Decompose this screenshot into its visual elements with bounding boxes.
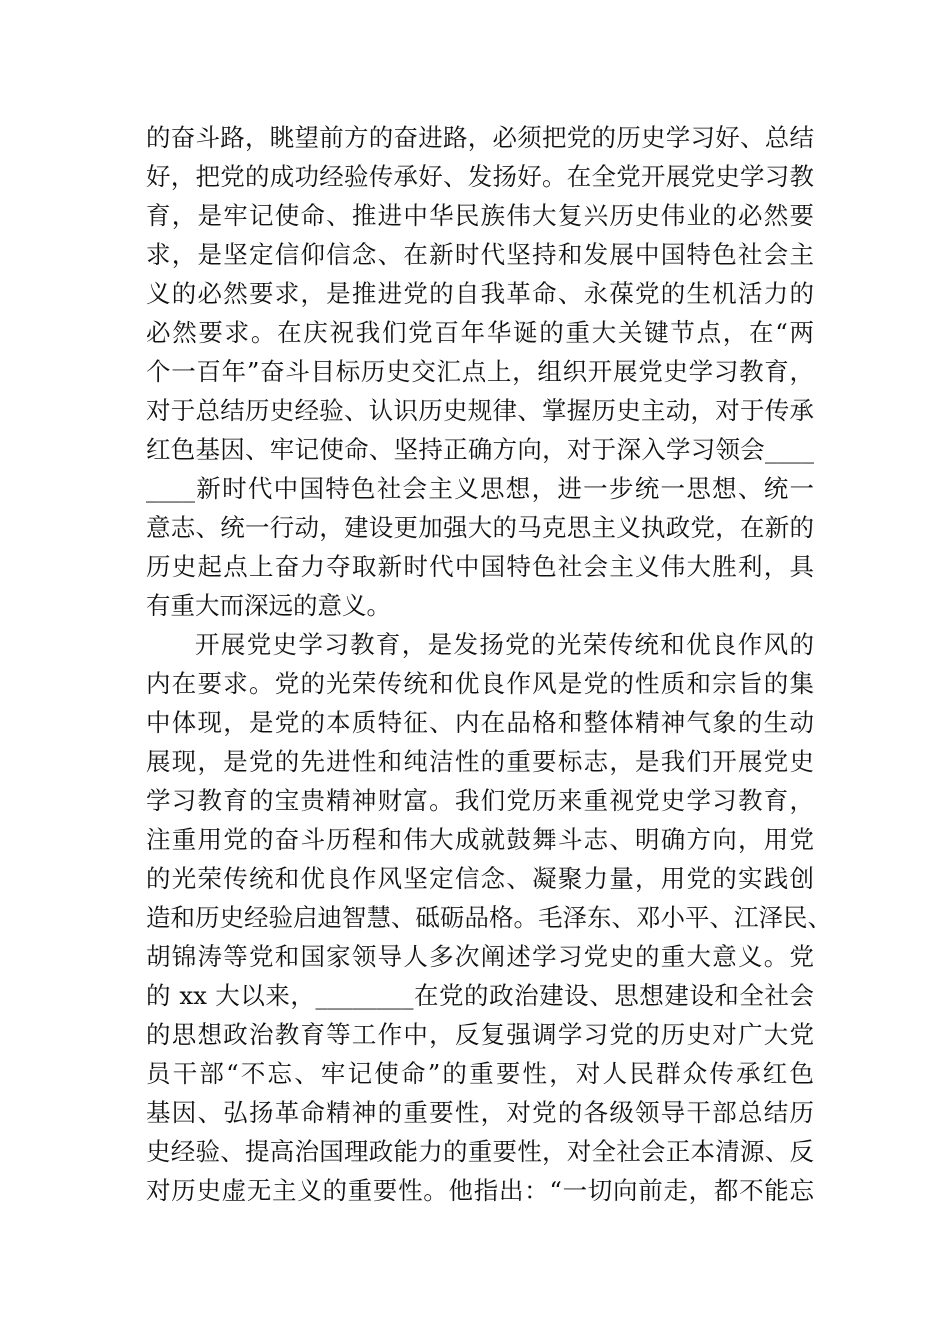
text-line: 的 xx 大以来，________在党的政治建设、思想建设和全社会 <box>146 981 814 1010</box>
text-line: 中体现，是党的本质特征、内在品格和整体精神气象的生动 <box>146 708 814 737</box>
text-line: 对历史虚无主义的重要性。他指出：“一切向前走，都不能忘 <box>146 1176 814 1205</box>
text-line: 内在要求。党的光荣传统和优良作风是党的性质和宗旨的集 <box>146 669 814 698</box>
text-line: 红色基因、牢记使命、坚持正确方向，对于深入学习领会____ <box>146 435 814 464</box>
text-line: 个一百年”奋斗目标历史交汇点上，组织开展党史学习教育， <box>146 357 814 386</box>
text-line: 好，把党的成功经验传承好、发扬好。在全党开展党史学习教 <box>146 162 814 191</box>
text-line: 对于总结历史经验、认识历史规律、掌握历史主动，对于传承 <box>146 396 814 425</box>
text-line: 必然要求。在庆祝我们党百年华诞的重大关键节点，在“两 <box>146 318 814 347</box>
text-line: 的思想政治教育等工作中，反复强调学习党的历史对广大党 <box>146 1020 814 1049</box>
text-line: 有重大而深远的意义。 <box>146 591 391 620</box>
text-line: 注重用党的奋斗历程和伟大成就鼓舞斗志、明确方向，用党 <box>146 825 814 854</box>
body-text <box>146 118 832 1210</box>
paragraph-first-line: 开展党史学习教育，是发扬党的光荣传统和优良作风的 <box>195 630 814 659</box>
text-line: 育，是牢记使命、推进中华民族伟大复兴历史伟业的必然要 <box>146 201 814 230</box>
text-line: 基因、弘扬革命精神的重要性，对党的各级领导干部总结历 <box>146 1098 814 1127</box>
text-line: 胡锦涛等党和国家领导人多次阐述学习党史的重大意义。党 <box>146 942 814 971</box>
text-line: ____新时代中国特色社会主义思想，进一步统一思想、统一 <box>146 474 814 503</box>
text-line: 的奋斗路，眺望前方的奋进路，必须把党的历史学习好、总结 <box>146 123 814 152</box>
text-line: 史经验、提高治国理政能力的重要性，对全社会正本清源、反 <box>146 1137 814 1166</box>
text-line: 造和历史经验启迪智慧、砥砺品格。毛泽东、邓小平、江泽民、 <box>146 903 832 932</box>
text-line: 的光荣传统和优良作风坚定信念、凝聚力量，用党的实践创 <box>146 864 814 893</box>
text-line: 义的必然要求，是推进党的自我革命、永葆党的生机活力的 <box>146 279 814 308</box>
text-line: 历史起点上奋力夺取新时代中国特色社会主义伟大胜利，具 <box>146 552 814 581</box>
text-line: 学习教育的宝贵精神财富。我们党历来重视党史学习教育， <box>146 786 814 815</box>
text-line: 展现，是党的先进性和纯洁性的重要标志，是我们开展党史 <box>146 747 814 776</box>
text-line: 意志、统一行动，建设更加强大的马克思主义执政党，在新的 <box>146 513 814 542</box>
text-line: 求，是坚定信仰信念、在新时代坚持和发展中国特色社会主 <box>146 240 814 269</box>
text-line: 员干部“不忘、牢记使命”的重要性，对人民群众传承红色 <box>146 1059 814 1088</box>
